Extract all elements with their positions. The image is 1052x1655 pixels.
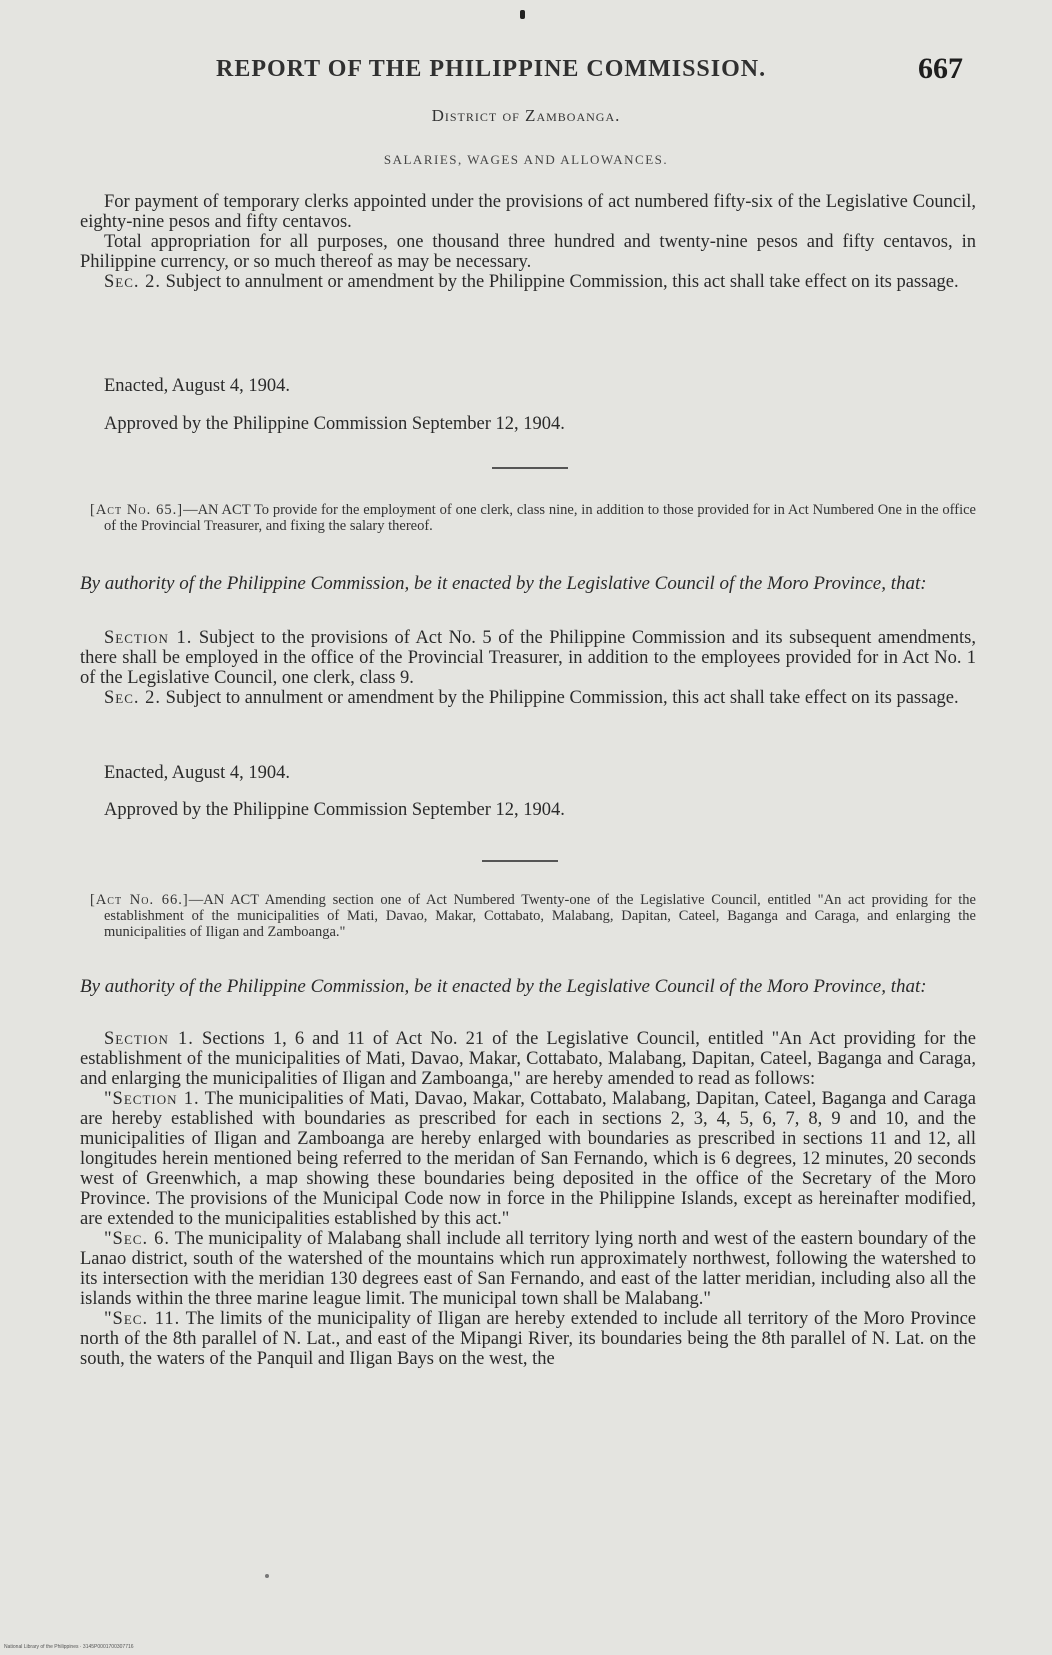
act65-section-2 xyxy=(80,688,976,708)
act65-body xyxy=(80,628,976,708)
section-text: The municipalities of Mati, Davao, Makar, Cottabato, Malabang, Dapitan, Cateel, Baganga and Caraga are hereby established with boundaries as prescribed for each in sections 2, 3, 4, 5, 6, 7, 8, 9 and 10, and the municipalities of Iligan and Zamboanga are hereby enlarged with boundaries as prescribed in sections 11 and 12, all longitudes herein mentioned being referred to the meridan of San Fernando, which is 6 degrees, 12 minutes, 20 seconds west of Greenwhich, a map showing these boundaries being deposited in the office of the Secretary of the Moro Province. The provisions of the Municipal Code now in force in the Philippine Islands, except as hereinafter modified, are extended to the municipalities established by this act." xyxy=(80,1089,977,1229)
act65-section-1 xyxy=(80,628,976,688)
section-text: Subject to annulment or amendment by the Philippine Commission, this act shall take effect on its passage. xyxy=(165,688,959,708)
quoted-section-1 xyxy=(80,1089,976,1229)
separator-rule xyxy=(482,860,558,862)
act-number-label: [Act No. 65.] xyxy=(90,502,184,518)
quoted-section-6 xyxy=(80,1229,976,1309)
section-label: "Sec. 6. xyxy=(104,1229,170,1249)
section-text: The limits of the municipality of Iligan are hereby extended to include all territory of the Moro Province north of the 8th parallel of N. Lat., and east of the Mipangi River, its boundaries being the 8th parallel of N. Lat. on the south, the waters of the Panquil and Iligan Bays on the west, the xyxy=(80,1309,976,1369)
section-label: Sec. 2. xyxy=(104,272,162,292)
act65-enacted: Enacted, August 4, 1904. xyxy=(104,763,291,783)
act64-body xyxy=(80,192,976,292)
section-text: Subject to the provisions of Act No. 5 of the Philippine Commission and its subsequent amendments, there shall be employed in the office of the Provincial Treasurer, in addition to the employees provided for in Act No. 1 of the Legislative Council, one clerk, class 9. xyxy=(80,628,976,688)
act65-title-note xyxy=(80,502,976,534)
act-title-text: —AN ACT Amending section one of Act Numbered Twenty-one of the Legislative Council, entitled "An act providing for the establishment of the municipalities of Mati, Davao, Makar, Cottabato, Malabang, Dapitan, Cateel, Baganga and Caraga, and enlarging the municipalities of Iligan and Zamboanga." xyxy=(104,892,976,940)
section-label: "Sec. 11. xyxy=(104,1309,181,1329)
separator-rule xyxy=(492,467,568,469)
section-label: Section 1. xyxy=(104,628,193,648)
section-label: "Section 1. xyxy=(104,1089,200,1109)
section-text: Subject to annulment or amendment by the Philippine Commission, this act shall take effect on its passage. xyxy=(165,272,959,292)
salaries-heading: SALARIES, WAGES AND ALLOWANCES. xyxy=(383,152,669,167)
act64-paragraph-clerks: For payment of temporary clerks appointed under the provisions of act numbered fifty-six of the Legislative Council, eighty-nine pesos and fifty centavos. xyxy=(80,192,976,232)
ink-speck xyxy=(265,1574,269,1578)
act65-authority xyxy=(80,573,976,594)
authority-text: By authority of the Philippine Commission, be it enacted by the Legislative Council of the Moro Province, that: xyxy=(80,573,927,594)
act-number-label: [Act No. 66.] xyxy=(90,892,189,908)
authority-text: By authority of the Philippine Commission, be it enacted by the Legislative Council of the Moro Province, that: xyxy=(80,976,927,997)
act64-approved: Approved by the Philippine Commission September 12, 1904. xyxy=(104,414,565,434)
district-heading: District of Zamboanga. xyxy=(431,106,621,125)
act66-section-1 xyxy=(80,1029,976,1089)
section-text: Sections 1, 6 and 11 of Act No. 21 of the Legislative Council, entitled "An Act providing for the establishment of the municipalities of Mati, Davao, Makar, Cottabato, Malabang, Dapitan, Cateel, Baganga and Caraga, and enlarging the municipalities of Iligan and Zamboanga," are hereby amended to read as follows: xyxy=(80,1029,976,1089)
act65-approved: Approved by the Philippine Commission September 12, 1904. xyxy=(104,800,565,820)
act64-enacted: Enacted, August 4, 1904. xyxy=(104,376,291,396)
act66-authority xyxy=(80,976,976,997)
page-number: 667 xyxy=(918,52,963,85)
ink-speck xyxy=(520,10,525,19)
act-title-text: —AN ACT To provide for the employment of one clerk, class nine, in addition to those provided for in Act Numbered One in the office of the Provincial Treasurer, and fixing the salary thereof. xyxy=(104,502,976,534)
act64-section-2 xyxy=(80,272,976,292)
section-label: Section 1. xyxy=(104,1029,194,1049)
act66-title-note xyxy=(80,892,976,940)
act66-body xyxy=(80,1029,976,1369)
running-title: REPORT OF THE PHILIPPINE COMMISSION. xyxy=(216,56,767,82)
section-text: The municipality of Malabang shall include all territory lying north and west of the eastern boundary of the Lanao district, south of the watershed of the mountains which run approximately northwest, following the watershed to its intersection with the meridian 130 degrees east of San Fernando, and east of the latter meridian, including also all the islands within the three marine league limit. The municipal town shall be Malabang." xyxy=(80,1229,977,1309)
scan-footer: National Library of the Philippines · 3145P0001700307716 xyxy=(4,1644,134,1650)
quoted-section-11 xyxy=(80,1309,976,1369)
act64-paragraph-total: Total appropriation for all purposes, one thousand three hundred and twenty-nine pesos and fifty centavos, in Philippine currency, or so much thereof as may be necessary. xyxy=(80,232,976,272)
section-label: Sec. 2. xyxy=(104,688,162,708)
page-header xyxy=(0,52,1052,92)
